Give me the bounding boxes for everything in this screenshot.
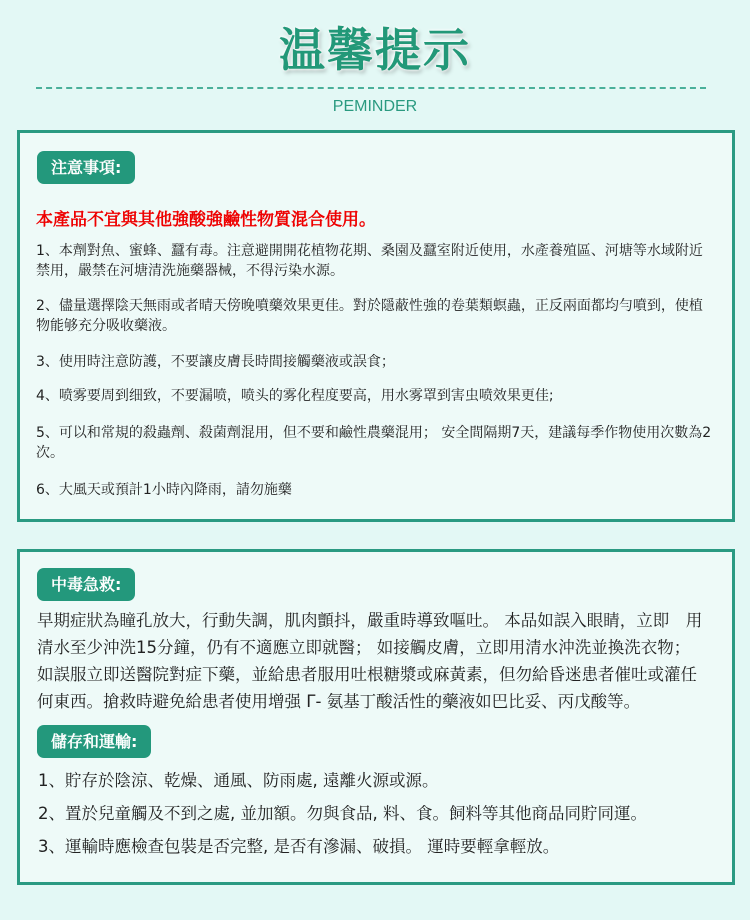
note-item: 6、大風天或預計1小時內降雨，請勿施藥: [36, 482, 292, 498]
divider: [36, 87, 706, 89]
storage-item: 1、貯存於陰涼、乾燥、通風、防雨處, 遠離火源或源。: [38, 771, 439, 790]
warning-text: 本產品不宜與其他強酸強鹼性物質混合使用。: [36, 210, 376, 230]
notes-panel: [17, 130, 735, 522]
storage-item: 3、運輸時應檢查包裝是否完整, 是否有滲漏、破損。 運時要輕拿輕放。: [38, 837, 560, 856]
first-aid-badge: 中毒急救:: [37, 568, 135, 601]
note-item: 4、喷雾要周到细致，不要漏喷，喷头的雾化程度要高，用水雾罩到害虫喷效果更佳;: [36, 388, 554, 404]
notes-badge: 注意事項:: [37, 151, 135, 184]
first-aid-panel: [17, 549, 735, 885]
first-aid-text: 早期症狀為瞳孔放大，行動失調，肌肉顫抖，嚴重時導致嘔吐。 本品如誤入眼睛，立即 用清水至少沖洗15分鐘，仍有不適應立即就醫； 如接觸皮膚，立即用清水沖洗並換洗衣物； 如誤服立即送醫院對症下藥，並給患者服用吐根糖漿或麻黃素，但勿給昏迷患者催吐或灌任 何東西。搶救時避免給患者使用增强 Γ- 氨基丁酸活性的藥液如巴比妥、丙戊酸等。: [37, 611, 714, 711]
note-item: 2、儘量選擇陰天無雨或者晴天傍晚噴藥效果更佳。對於隱蔽性強的卷葉類螟蟲，正反兩面都均勻噴到，使植物能够充分吸收藥液。: [36, 298, 703, 334]
storage-badge: 儲存和運輸:: [37, 725, 151, 758]
note-item: 1、本劑對魚、蜜蜂、蠶有毒。注意避開開花植物花期、桑園及蠶室附近使用，水產養殖區、河塘等水域附近禁用，嚴禁在河塘清洗施藥器械，不得污染水源。: [36, 243, 703, 279]
page-title: 温馨提示: [279, 23, 471, 77]
subtitle: PEMINDER: [332, 98, 418, 115]
note-item: 5、可以和常規的殺蟲劑、殺菌劑混用，但不要和鹼性農藥混用； 安全間隔期7天，建議每季作物使用次數為2次。: [36, 425, 712, 461]
storage-item: 2、置於兒童觸及不到之處, 並加額。勿與食品, 料、食。飼料等其他商品同貯同運。: [38, 804, 647, 823]
note-item: 3、使用時注意防護，不要讓皮膚長時間接觸藥液或誤食；: [36, 354, 395, 370]
